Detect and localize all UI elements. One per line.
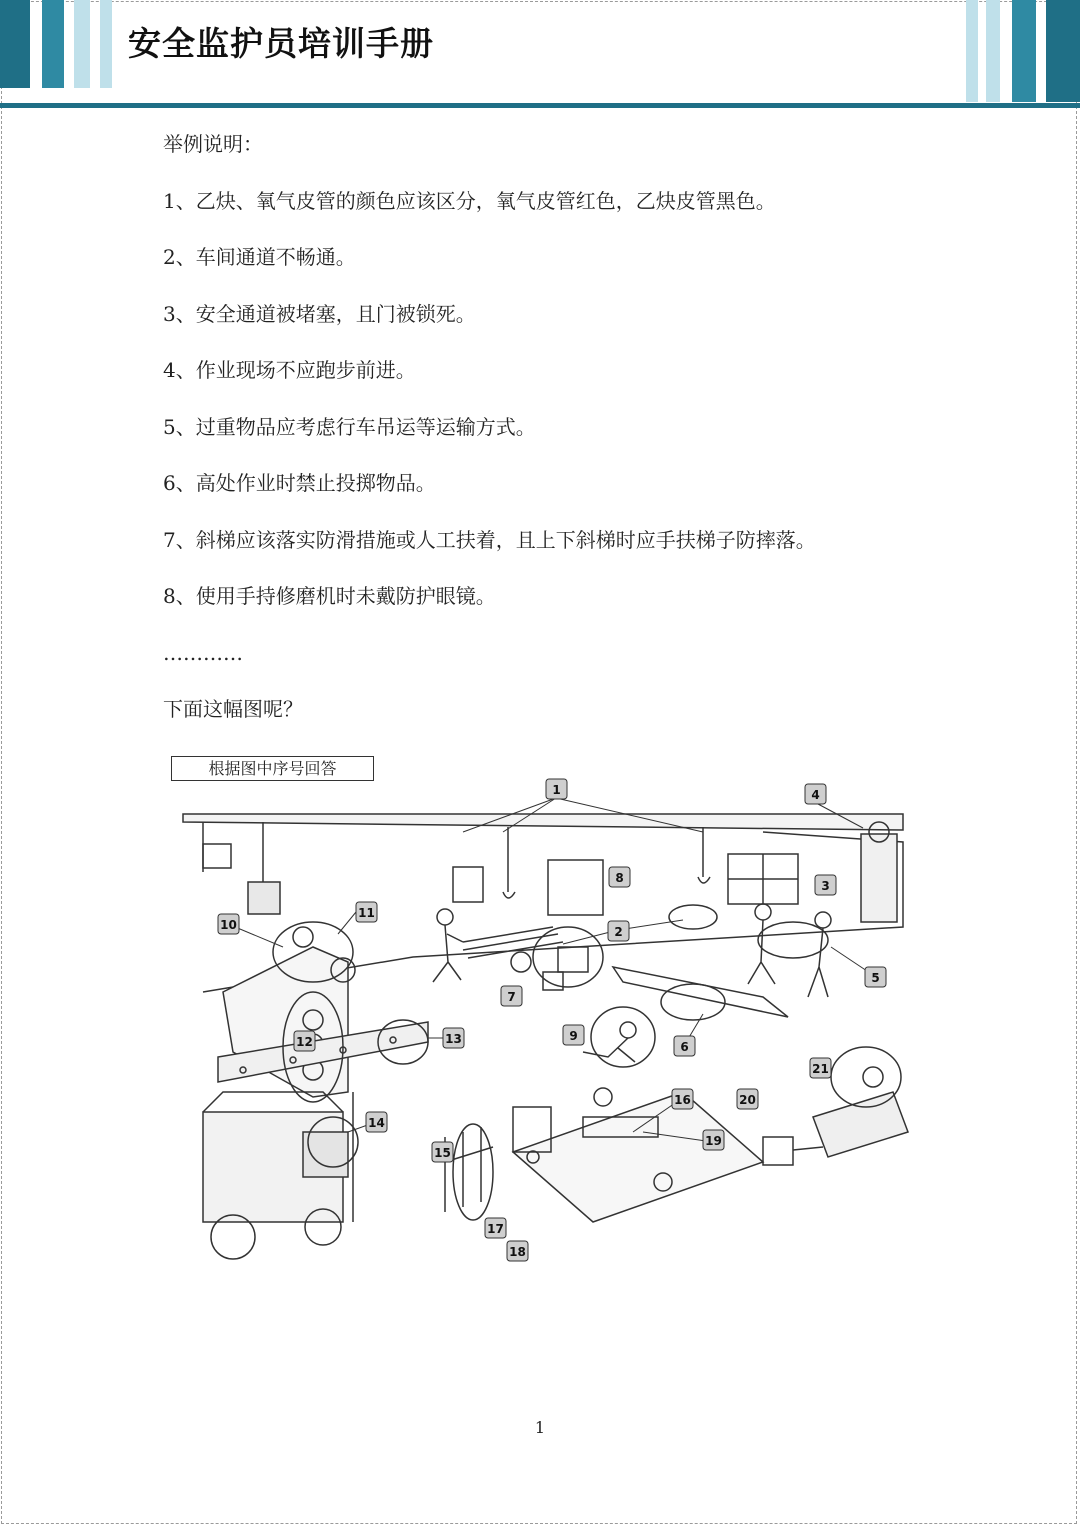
- figure-label: 根据图中序号回答: [171, 756, 374, 781]
- marker-6: [674, 1036, 695, 1056]
- marker-number: 2: [614, 925, 623, 939]
- marker-15: [432, 1142, 453, 1162]
- list-item: 4、作业现场不应跑步前进。: [163, 358, 416, 382]
- marker-number: 1: [552, 783, 561, 797]
- page-title: 安全监护员培训手册: [128, 24, 434, 63]
- workshop-illustration: [163, 752, 913, 1282]
- header-stripe: [1046, 0, 1080, 102]
- marker-4: [805, 784, 826, 804]
- header-stripe: [0, 0, 30, 88]
- list-item: 3、安全通道被堵塞，且门被锁死。: [163, 301, 476, 326]
- ellipsis: …………: [163, 640, 243, 665]
- header-stripe: [100, 0, 112, 88]
- marker-2: [608, 921, 629, 941]
- list-item: 8、使用手持修磨机时未戴防护眼镜。: [163, 584, 496, 608]
- list-item: 1、乙炔、氧气皮管的颜色应该区分，氧气皮管红色，乙炔皮管黑色。: [163, 188, 776, 213]
- marker-number: 3: [821, 879, 830, 893]
- marker-19: [703, 1130, 724, 1150]
- marker-number: 7: [507, 990, 516, 1004]
- marker-number: 20: [739, 1093, 756, 1107]
- marker-17: [485, 1218, 506, 1238]
- marker-3: [815, 875, 836, 895]
- marker-18: [507, 1241, 528, 1261]
- list-item: 5、过重物品应考虑行车吊运等运输方式。: [163, 414, 536, 439]
- page-number: 1: [534, 1418, 546, 1437]
- marker-11: [356, 902, 377, 922]
- header-stripe: [74, 0, 90, 88]
- header-stripe: [42, 0, 64, 88]
- marker-layer: [163, 752, 913, 1282]
- marker-number: 12: [296, 1035, 313, 1049]
- marker-1: [546, 779, 567, 799]
- question-text: 下面这幅图呢？: [163, 697, 303, 721]
- marker-10: [218, 914, 239, 934]
- marker-8: [609, 867, 630, 887]
- marker-12: [294, 1031, 315, 1051]
- marker-number: 19: [705, 1134, 722, 1148]
- list-item: 6、高处作业时禁止投掷物品。: [163, 471, 436, 495]
- intro-text: 举例说明：: [163, 132, 263, 156]
- marker-number: 5: [871, 971, 880, 985]
- marker-number: 4: [811, 788, 820, 802]
- marker-20: [737, 1089, 758, 1109]
- marker-9: [563, 1025, 584, 1045]
- header-rule: [0, 103, 1080, 108]
- marker-21: [810, 1058, 831, 1078]
- marker-13: [443, 1028, 464, 1048]
- marker-number: 11: [358, 906, 375, 920]
- marker-number: 8: [615, 871, 624, 885]
- list-item: 2、车间通道不畅通。: [163, 245, 356, 269]
- marker-number: 6: [680, 1040, 689, 1054]
- list-item: 7、斜梯应该落实防滑措施或人工扶着，且上下斜梯时应手扶梯子防摔落。: [163, 527, 816, 552]
- marker-number: 13: [445, 1032, 462, 1046]
- marker-16: [672, 1089, 693, 1109]
- marker-14: [366, 1112, 387, 1132]
- marker-number: 10: [220, 918, 237, 932]
- header-stripe: [986, 0, 1000, 102]
- page-header: [0, 0, 1080, 110]
- marker-5: [865, 967, 886, 987]
- marker-number: 17: [487, 1222, 504, 1236]
- example-list: [163, 128, 923, 750]
- header-stripe: [1012, 0, 1036, 102]
- marker-number: 21: [812, 1062, 829, 1076]
- marker-number: 9: [569, 1029, 578, 1043]
- header-stripe: [966, 0, 978, 102]
- marker-7: [501, 986, 522, 1006]
- marker-number: 15: [434, 1146, 451, 1160]
- marker-number: 14: [368, 1116, 385, 1130]
- marker-number: 16: [674, 1093, 691, 1107]
- marker-number: 18: [509, 1245, 526, 1259]
